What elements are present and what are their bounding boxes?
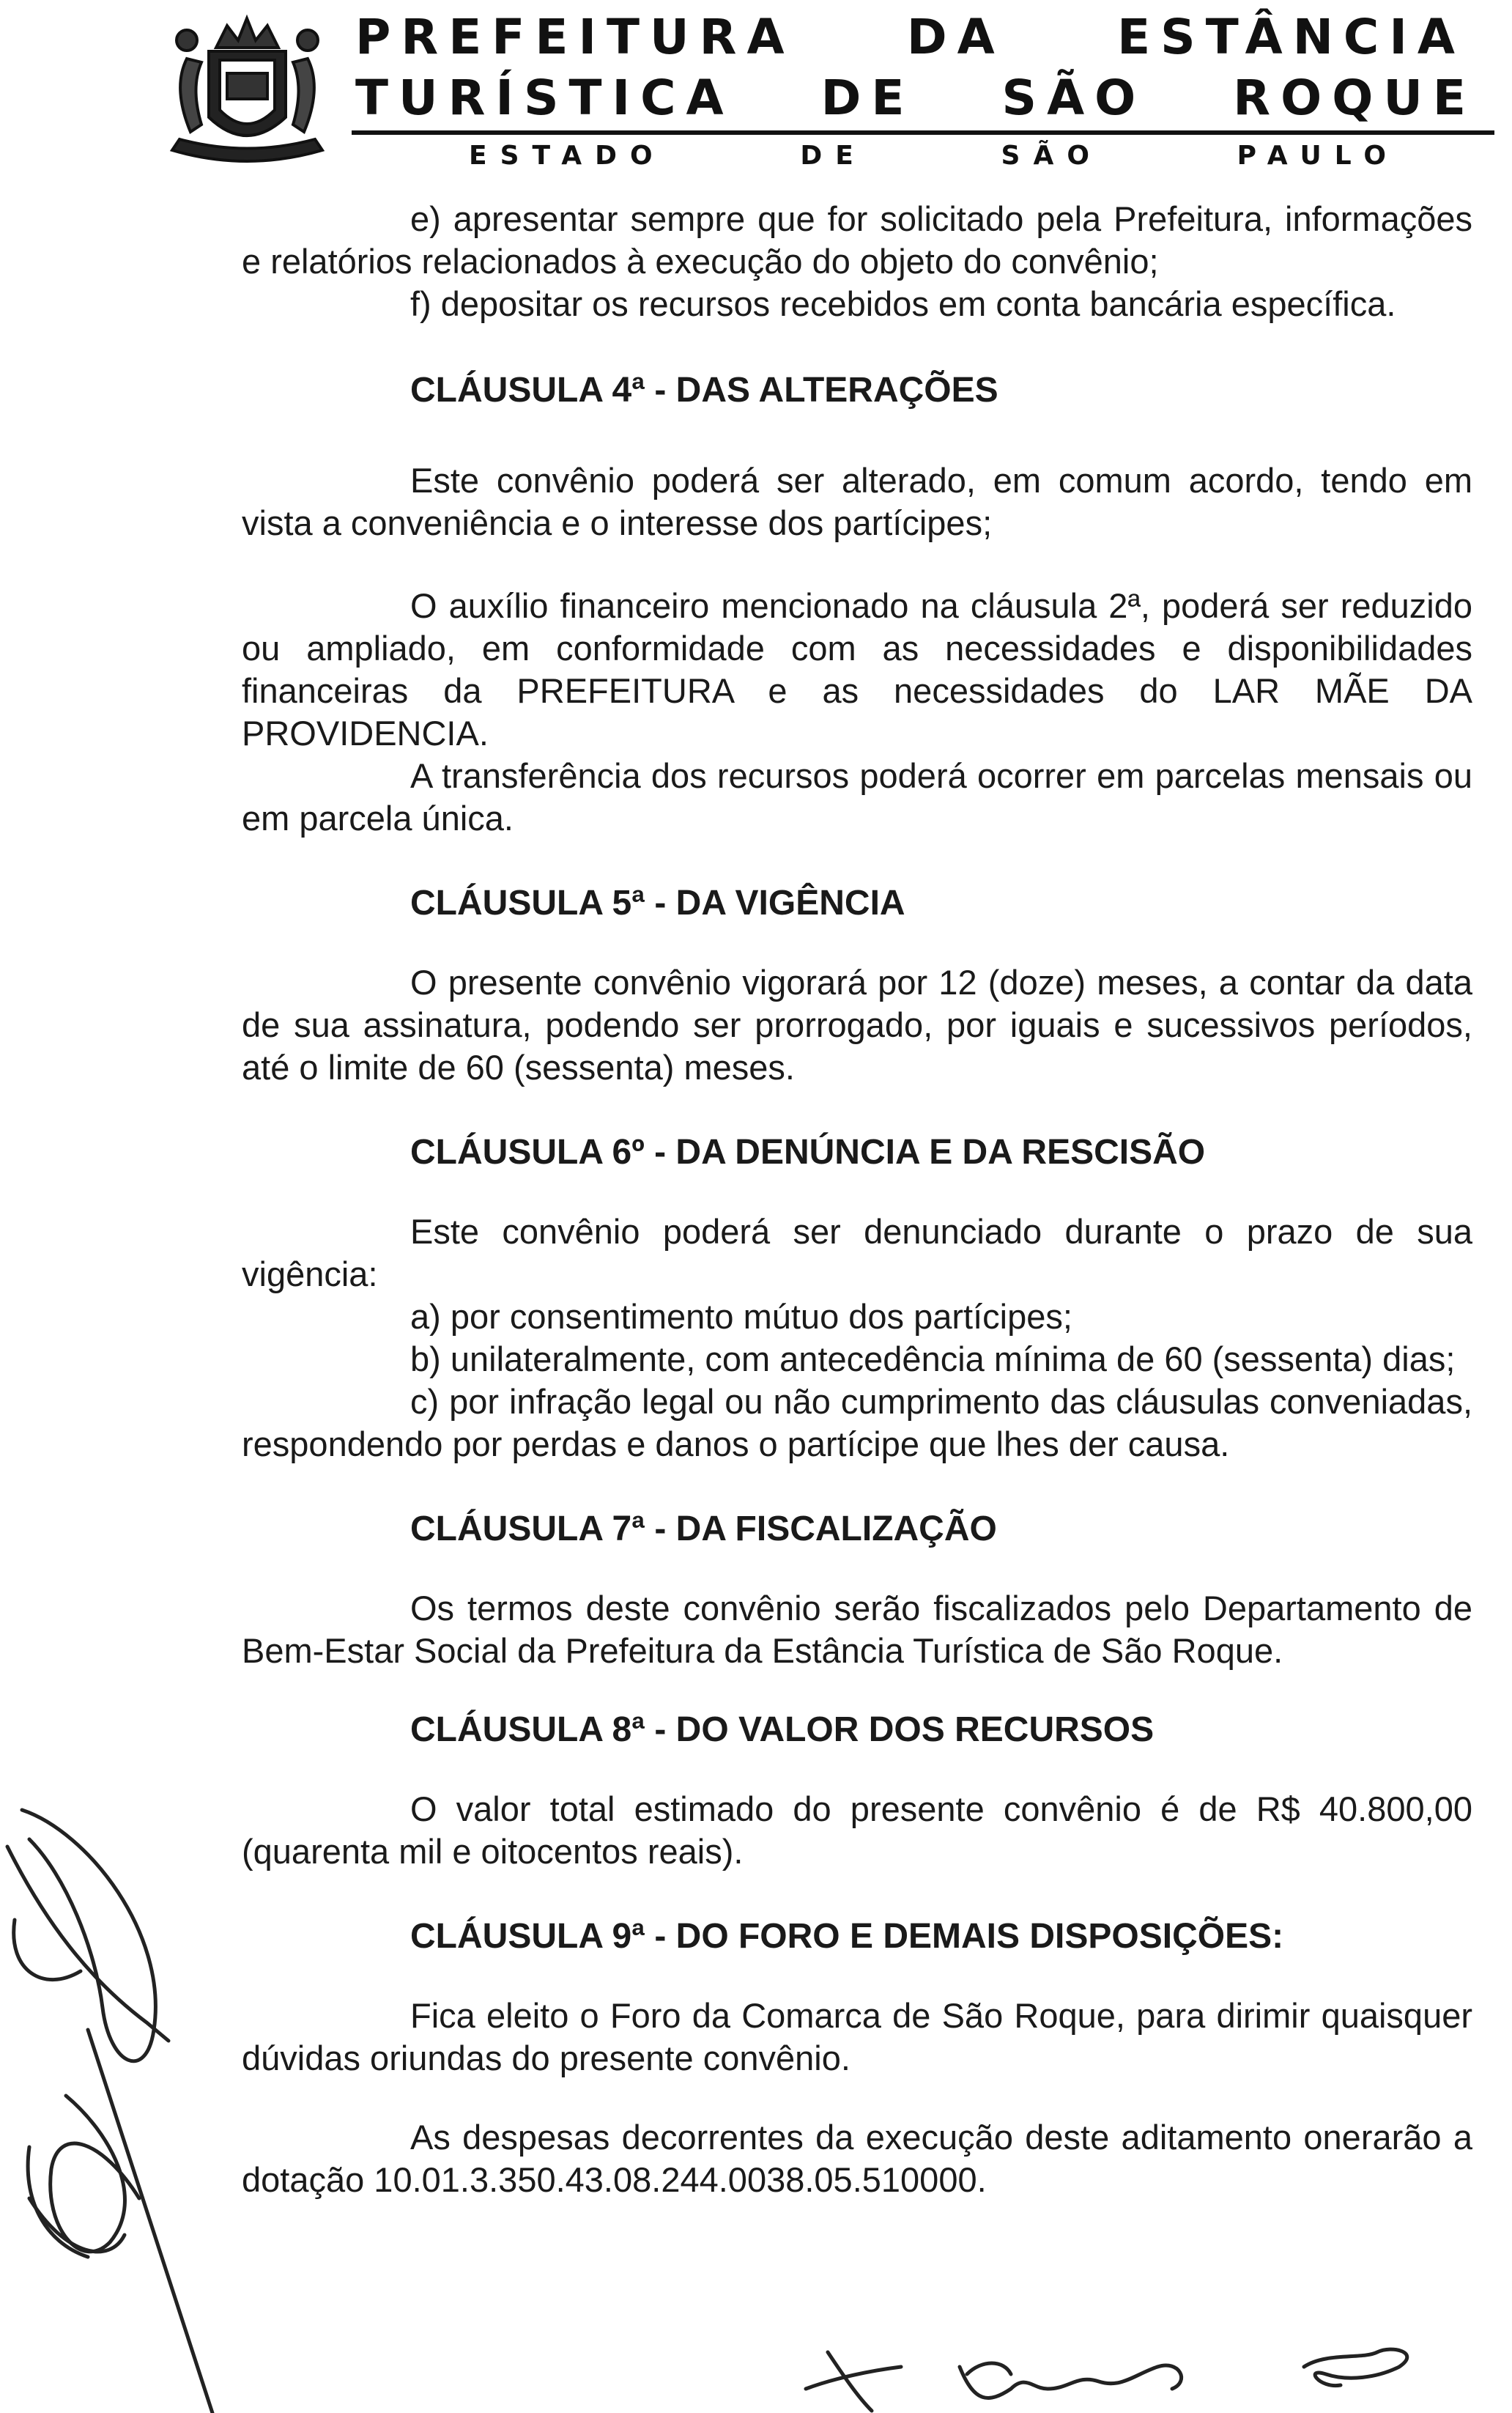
letterhead	[0, 0, 1512, 176]
clause-8-title: CLÁUSULA 8ª - DO VALOR DOS RECURSOS	[410, 1710, 1155, 1749]
header-word: PREFEITURA	[355, 9, 795, 65]
header-line-1	[355, 9, 1465, 65]
bottom-signatures-icon	[791, 2345, 1450, 2413]
margin-signature-icon	[0, 1788, 242, 2413]
clause-7-paragraph-1: Os termos deste convênio serão fiscalizados pelo Departamento de Bem-Estar Social da Prefeitura da Estância Turística de São Roque.	[242, 1589, 1472, 1670]
header-word: DA	[906, 9, 1005, 65]
clause-6-item-b: b) unilateralmente, com antecedência mínima de 60 (sessenta) dias;	[410, 1339, 1456, 1378]
clause-4-paragraph-1: Este convênio poderá ser alterado, em comum acordo, tendo em vista a conveniência e o interesse dos partícipes;	[242, 461, 1472, 542]
item-f: f) depositar os recursos recebidos em conta bancária específica.	[410, 284, 1396, 323]
header-word: ROQUE	[1233, 70, 1476, 126]
clause-9-title: CLÁUSULA 9ª - DO FORO E DEMAIS DISPOSIÇÕES:	[410, 1917, 1284, 1956]
clause-5-title: CLÁUSULA 5ª - DA VIGÊNCIA	[410, 884, 905, 923]
header-word: SÃO	[1001, 141, 1102, 171]
clause-4-paragraph-2: O auxílio financeiro mencionado na cláusula 2ª, poderá ser reduzido ou ampliado, em conformidade com as necessidades e disponibilidades financeiras da PREFEITURA e as necessidades do LAR MÃE DA PROVIDENCIA.	[242, 586, 1472, 753]
header-word: ESTADO	[469, 141, 666, 171]
clause-8-paragraph-1: O valor total estimado do presente convênio é de R$ 40.800,00 (quarenta mil e oitocentos reais).	[242, 1789, 1472, 1871]
clause-9-paragraph-2: As despesas decorrentes da execução deste aditamento onerarão a dotação 10.01.3.350.43.08.244.0038.05.510000.	[242, 2118, 1472, 2199]
header-rule	[352, 130, 1494, 135]
clause-6-paragraph-1: Este convênio poderá ser denunciado durante o prazo de sua vigência:	[242, 1212, 1472, 1293]
clause-4-title: CLÁUSULA 4ª - DAS ALTERAÇÕES	[410, 371, 998, 410]
clause-5-paragraph-1: O presente convênio vigorará por 12 (doze) meses, a contar da data de sua assinatura, podendo ser prorrogado, por iguais e sucessivos períodos, até o limite de 60 (sessenta) meses.	[242, 963, 1472, 1087]
header-word: PAULO	[1237, 141, 1399, 171]
header-line-3	[469, 141, 1399, 171]
item-e: e) apresentar sempre que for solicitado pela Prefeitura, informações e relatórios relacionados à execução do objeto do convênio;	[242, 199, 1472, 281]
clause-6-item-a: a) por consentimento mútuo dos partícipes;	[410, 1297, 1072, 1336]
header-word: SÃO	[1001, 70, 1146, 126]
coat-of-arms-icon	[158, 7, 337, 172]
clause-9-paragraph-1: Fica eleito o Foro da Comarca de São Roque, para dirimir quaisquer dúvidas oriundas do presente convênio.	[242, 1996, 1472, 2077]
clause-6-title: CLÁUSULA 6º - DA DENÚNCIA E DA RESCISÃO	[410, 1133, 1206, 1172]
clause-7-title: CLÁUSULA 7ª - DA FISCALIZAÇÃO	[410, 1509, 997, 1548]
header-line-2	[355, 70, 1476, 126]
header-word: DE	[800, 141, 867, 171]
header-word: TURÍSTICA	[355, 70, 734, 126]
document-body	[242, 198, 1472, 2201]
header-word: DE	[820, 70, 915, 126]
clause-6-item-c: c) por infração legal ou não cumprimento das cláusulas conveniadas, respondendo por perdas e danos o partícipe que lhes der causa.	[242, 1382, 1472, 1463]
clause-4-paragraph-3: A transferência dos recursos poderá ocorrer em parcelas mensais ou em parcela única.	[242, 756, 1472, 838]
header-word: ESTÂNCIA	[1117, 9, 1465, 65]
